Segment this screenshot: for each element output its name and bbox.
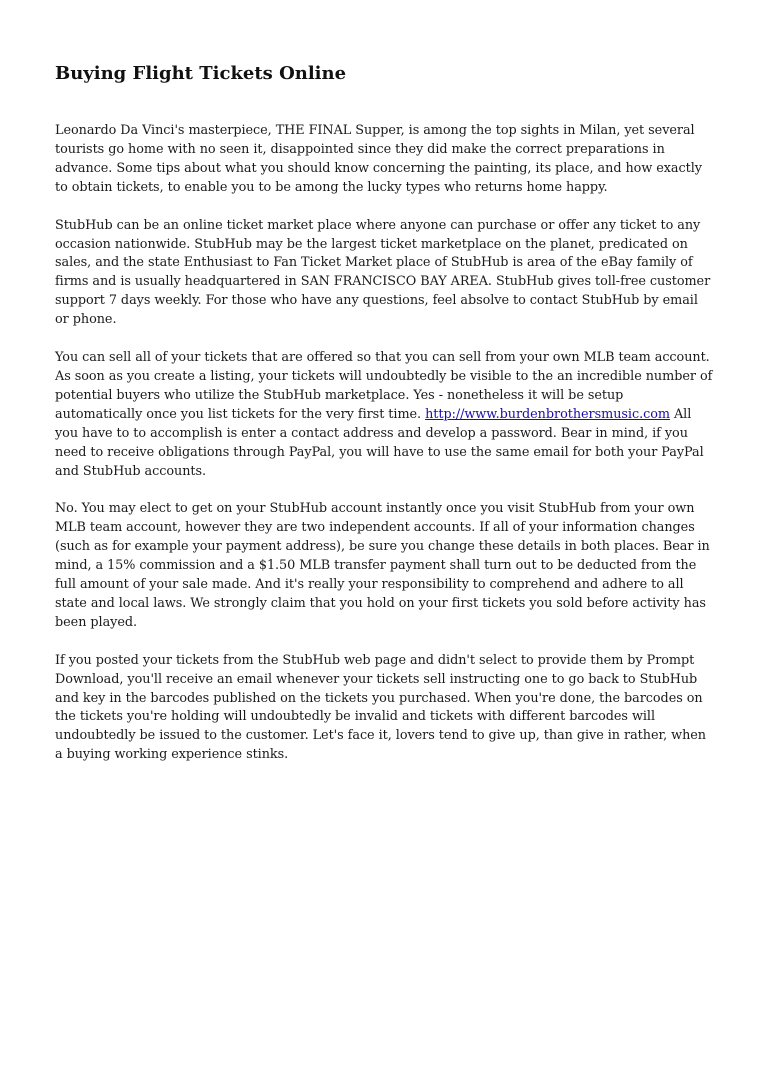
paragraph-intro: Leonardo Da Vinci's masterpiece, THE FINAL Supper, is among the top sights in Milan, yet several tourists go home with no seen it, disappointed since they did make the correct preparations in advance. Some tips about what you should know concerning the painting, its place, and how exactly to obtain tickets, to enable you to be among the lucky types who returns home happy.	[55, 123, 702, 195]
paragraph-text-after-link: All you have to to accomplish is enter a contact address and develop a password. Bear in mind, if you need to receive obligations through PayPal, you will have to use the same email for both your PayPal and StubHub accounts.	[55, 406, 704, 479]
burdenbrothersmusic-link[interactable]: http://www.burdenbrothersmusic.com	[425, 406, 670, 422]
paragraph-accounts: No. You may elect to get on your StubHub account instantly once you visit StubHub from your own MLB team account, however they are two independent accounts. If all of your information changes (such as for example your payment address), be sure you change these details in both places. Bear in mind, a 15% commission and a $1.50 MLB transfer payment shall turn out to be deducted from the full amount of your sale made. And it's really your responsibility to comprehend and adhere to all state and local laws. We strongly claim that you hold on your first tickets you sold before activity has been played.	[55, 501, 710, 630]
paragraph-barcodes: If you posted your tickets from the StubHub web page and didn't select to provide them by Prompt Download, you'll receive an email whenever your tickets sell instructing one to go back to StubHub and key in the barcodes published on the tickets you purchased. When you're done, the barcodes on the tickets you're holding will undoubtedly be invalid and tickets with different barcodes will undoubtedly be issued to the customer. Let's face it, lovers tend to give up, than give in rather, when a buying working experience stinks.	[55, 652, 706, 763]
paragraph-text-before-link: You can sell all of your tickets that are offered so that you can sell from your own MLB team account. As soon as you create a listing, your tickets will undoubtedly be visible to the an incredible number of potential buyers who utilize the StubHub marketplace. Yes - nonetheless it will be setup automatically once you list tickets for the very first time.	[55, 350, 713, 422]
paragraph-selling-tickets	[55, 349, 714, 481]
paragraph-stubhub-overview: StubHub can be an online ticket market place where anyone can purchase or offer any ticket to any occasion nationwide. StubHub may be the largest ticket marketplace on the planet, predicated on sales, and the state Enthusiast to Fan Ticket Market place of StubHub is area of the eBay family of firms and is usually headquartered in SAN FRANCISCO BAY AREA. StubHub gives toll-free customer support 7 days weekly. For those who have any questions, feel absolve to contact StubHub by email or phone.	[55, 217, 711, 328]
document-title: Buying Flight Tickets Online	[55, 63, 347, 84]
